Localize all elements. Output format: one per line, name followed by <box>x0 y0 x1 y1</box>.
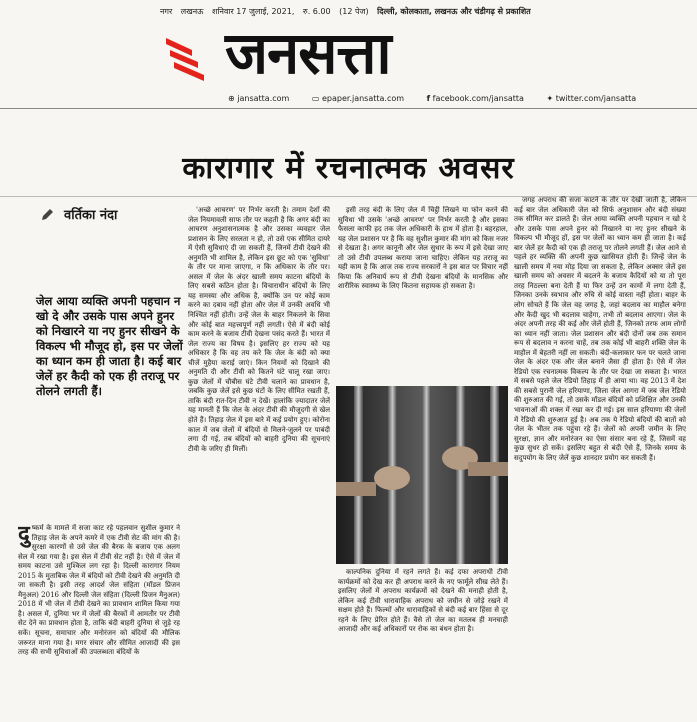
masthead-links <box>228 94 656 103</box>
twitter-link[interactable] <box>547 94 647 103</box>
masthead-edition: लखनऊ <box>180 7 204 16</box>
facebook-link[interactable] <box>427 94 534 103</box>
epaper-link[interactable]: ▭ epaper.jansatta.com <box>311 94 405 103</box>
column-4-text: जगह अपराध की सजा काटने के तौर पर देखी जाती है, लेकिन कई बार जेल अधिकारी जेल को सिर्फ अनुशासन और बंदी संख्या तक सीमित कर डालते हैं। जेल आया व्यक्ति अपनी पहचान न खो दे और उसके पास अपने हुनर को निखारने या नए हुनर सीखने के विकल्प भी मौजूद हों, इस पर जेलों का ध्यान कम ही जाता है। कई बार जेलें हर कैदी को एक ही तराजू पर तोलने लगती हैं। जेल आने से पहले हर व्यक्ति की अपनी कुछ खासियत होती हैं। जिन्हें जेल के खाली समय में नया मोड़ दिया जा सकता है, लेकिन अक्सर जेलें इस खाली समय को अवसर में बदलने के बजाय कैदियों को या तो पूरा तरह निठल्ला बना देती हैं या फिर उन्हें उन कामों में लगा देती हैं, जिनका उनके स्वभाव और रुचि से कोई वास्ता नहीं होता। बाहर के लोग सोचते हैं कि जेल वह जगह है, जहां बदलाव का माहौल बनेगा और कैदी खुद भी बदलाव चाहेगा, तभी तो बदलाव आएगा। जेल के अंदर अपनी तरह की कई और जेलें होती हैं, जिनको तरफ आम लोगों का ध्यान नहीं जाता। जेल प्रशासन और बंदी दोनों जब तक समान रूप से बदलाव न करना चाहें, तब तक कोई भी बाहरी शक्ति जेल के माहौल में बेहतरी नहीं ला सकती। बंदी-कलाकार फन पर चलते जाना जेल के अंदर एक और जेल बनाने जैसा ही होता है। ऐसे में जेल रेडियो एक रचनात्मक विकल्प के तौर पर देखा जा सकता है। भारत में सबसे पहले जेल रेडियो तिहाड़ में ही आया था। वह 2013 में देश की सबसे पुरानी जेल हरियाणा, जिला जेल आगरा में जब जेल रेडियो की शुरुआत की गई, तो उसके मॉडल बंदियों को प्रशिक्षित और उनकी भावनाओं की शक्ल में रखा कर दी गई। इस साल हरियाणा की जेलों में रेडियो की शुरुआत हुई है। अब तक ये रेडियो बंदियों की बातों को जेल के भीतर तक पहुंचा रहे हैं। जेलों को अपनी जमीन के लिए सुरक्षा, ज्ञान और मनोरंजन का ऐसा संसार बना रहे हैं, जिसमें वह कुछ सुधर हो सकें। इसलिए बहुत से बंदी ऐसे हैं, जिनके समय के सदुपयोग के लिए जेलें कुछ शानदार प्रयोग कर सकती हैं। <box>514 196 686 462</box>
masthead-logo: जनसत्ता <box>225 19 391 87</box>
column-3-bottom-text: काल्पनिक दुनिया में रहने लगते हैं। कई दफा अपराधी टीवी कार्यक्रमों को देख कर ही अपराध करने के नए फार्मूले सीख लेते हैं। इसलिए जेलों में अपराध कार्यक्रमों को देखने की मनाही होती है, लेकिन कई टीवी धारावाहिक अपराध को जघीन से जोड़े रखने में सक्षम होते हैं। फिल्मों और धारावाहिकों से बंदी कई बार हिंसा से दूर रहने के लिए प्रेरित होते हैं। वैसे तो जेल का मतलब ही मनचाही आजादी और कई अधिकारों पर रोक का बंधन होता है। <box>338 568 508 634</box>
prison-bars-photo <box>336 386 508 564</box>
epaper-text: epaper.jansatta.com <box>321 94 405 103</box>
article-column-4 <box>514 196 686 720</box>
prison-bars-illustration <box>336 386 508 564</box>
masthead-city: नगर <box>160 7 173 16</box>
pen-icon <box>40 208 54 222</box>
column-2-text: 'अच्छे आचरण' पर निर्भर करती है। तमाम देशों की जेल नियमावली साफ तौर पर कहती है कि अगर बंदी का आचरण अनुशासनात्मक है और उसका व्यवहार जेल प्रशासन के लिए सरलता न हो, तो उसे एक सीमित दायरे में ऐसी सुविधाएं दी जा सकती हैं, जिनमें टीवी देखने की अनुमति भी शामिल है, लेकिन इस छूट को एक 'सुविधा' के तौर पर माना जाएगा, न कि अधिकार के तौर पर। असल में जेल के अंदर खाली समय काटना बंदियों के लिए सबसे कठिन होता है। विचाराधीन बंदियों के लिए यह समस्या और अधिक है, क्योंकि उन पर कोई काम करने का दबाव नहीं होता और जेल में उनकी अवधि भी निश्चित नहीं होती। उन्हें जेल के बाहर निकलने के सिवा और कोई बात महत्त्वपूर्ण नहीं लगती। ऐसे में बंदी कोई काम करने के बजाय टीवी देखना पसंद करते हैं। भारत में जेल राज्य का विषय है। इसलिए हर राज्य को यह अधिकार है कि वह तय करे कि जेल के बंदी को क्या चीजें मुहैया कराई जाएं। किन नियमों को दिखाने की अनुमति दी और टीवी को कितने घंटे चालू रखा जाए। कुछ जेलों में चौबीस घंटे टीवी चलाने का प्रावधान है, जबकि कुछ जेलें इसे कुछ घंटों के लिए सीमित रखती हैं, ताकि बंदी रात-दिन टीवी न देखें। हालांकि ज्यादातर जेलें यह मानती हैं कि जेल के अंदर टीवी की मौजूदगी से खेल होते हैं। तिहाड़ जेल में इस बारे में कई प्रयोग हुए। कोरोना काल में जब जेलों में बंदियों से मिलने-जुलने पर पाबंदी लगा दी गई, तब बंदियों को बाहरी दुनिया की सूचनाएं टीवी के जरिए ही मिलीं। <box>188 206 330 453</box>
author-name: वर्तिका नंदा <box>64 208 118 223</box>
facebook-text: facebook.com/jansatta <box>432 94 524 103</box>
masthead-cities: दिल्ली, कोलकाता, लखनऊ और चंडीगढ़ से प्रकाशित <box>377 7 531 16</box>
article-column-2 <box>188 206 330 718</box>
twitter-icon: ✦ <box>546 94 554 103</box>
article-headline: कारागार में रचनात्मक अवसर <box>182 151 515 186</box>
jansatta-logo-icon <box>162 30 220 88</box>
masthead-meta <box>160 6 537 17</box>
article-column-1 <box>18 524 180 720</box>
masthead-pages: (12 पेज) <box>339 7 369 16</box>
column-1-text: ष्कर्म के मामले में सजा काट रहे पहलवान सुशील कुमार ने तिहाड़ जेल के अपने कमरे में एक टीवी सेट की मांग की है। सुरक्षा कारणों से उसे जेल की बैरक के बजाय एक अलग सेल में रखा गया है। इस सेल में टीवी सेट नहीं है। ऐसे में जेल में समय काटना उसे मुश्किल लग रहा है। दिल्ली कारागार नियम 2015 के मुताबिक जेल में बंदियों को टीवी देखने की अनुमति दी जा सकती है। इसी तरह आदर्श जेल संहिता (मॉडल प्रिजन मैनुअल) 2016 और दिल्ली जेल संहिता (दिल्ली प्रिजन मैनुअल) 2018 में भी जेल में टीवी देखने का प्रावधान शामिल किया गया है। असल में, दुनिया भर में जेलों की बैरकों में आमतौर पर टीवी सेट देने का प्रावधान होता है, ताकि बंदी बाहरी दुनिया से जुड़े रह सकें। सूचना, समाचार और मनोरंजन को बंदियों की मौलिक जरूरत माना गया है। मगर संचार और सीमित आजादी की इस तरह की सभी सुविधाओं की उपलब्धता बंदियों के <box>18 524 180 657</box>
article-column-3-top <box>338 206 508 382</box>
masthead-price: रु. 6.00 <box>302 7 331 16</box>
website-text: jansatta.com <box>237 94 290 103</box>
column-3-top-text: इसी तरह बंदी के लिए जेल में चिट्ठी लिखने या फोन करने की सुविधा भी उसके 'अच्छे आचरण' पर निर्भर करती है और इसका फैसला काफी हद तक जेल अधिकारी के हाथ में होता है। बहरहाल, यह जेल प्रशासन पर है कि वह सुशील कुमार की मांग को किस नजर से देखता है। अगर कानूनी और जेल सुधार के रूप में इसे देखा जाए तो उसे टीवी उपलब्ध कराया जाना चाहिए। लेकिन यह तराजू का यही काम है कि आज तक राज्य सरकारों ने इस बात पर विचार नहीं किया कि अनिवार्य रूप से टीवी देखना बंदियों के मानसिक और शारीरिक स्वास्थ्य के लिए कितना सहायक हो सकता है। <box>338 206 508 291</box>
masthead-divider <box>0 108 697 109</box>
twitter-text: twitter.com/jansatta <box>555 94 637 103</box>
drop-cap: दु <box>18 524 30 547</box>
website-link[interactable]: ⊕ jansatta.com <box>228 94 290 103</box>
article-column-3-bottom <box>338 568 508 720</box>
facebook-icon: f <box>426 94 431 103</box>
masthead-date: शनिवार 17 जुलाई, 2021, <box>212 7 295 16</box>
pull-quote: जेल आया व्यक्ति अपनी पहचान न खो दे और उसके पास अपने हुनर को निखारने या नए हुनर सीखने के विकल्प भी मौजूद हो, इस पर जेलों का ध्यान कम ही जाता है। कई बार जेलें हर कैदी को एक ही तराजू पर तोलने लगती हैं। <box>36 294 183 398</box>
